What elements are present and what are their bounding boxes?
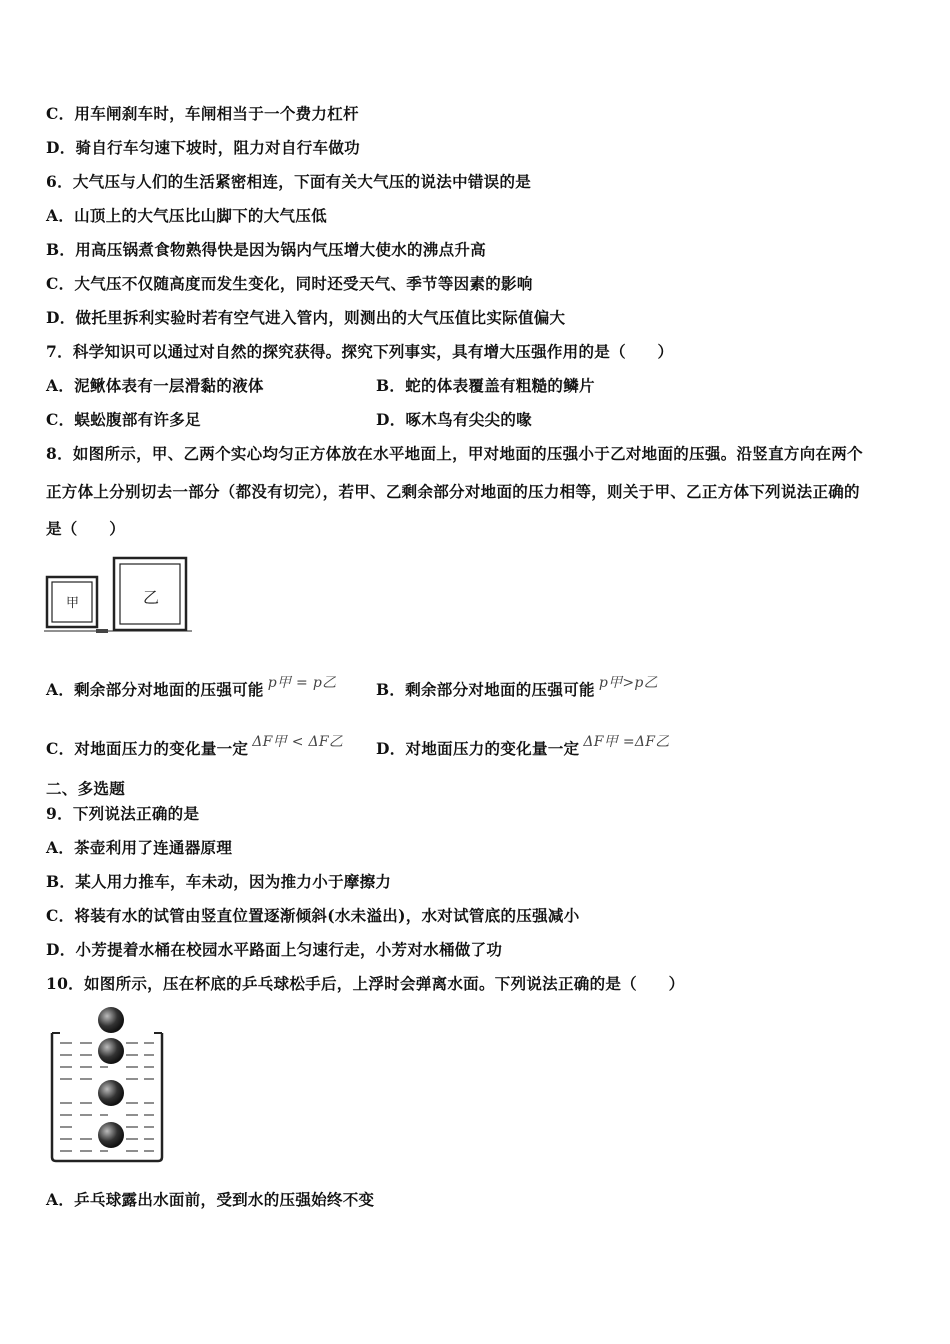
q8-option-c-text: C．对地面压力的变化量一定 bbox=[46, 739, 249, 758]
ping-pong-ball-bottom bbox=[98, 1122, 124, 1148]
q6-option-b: B．用高压锅煮食物熟得快是因为锅内气压增大使水的沸点升高 bbox=[46, 240, 487, 259]
question-8-line-2: 正方体上分别切去一部分（都没有切完），若甲、乙剩余部分对地面的压力相等，则关于甲、乙正方体下列说法正确的 bbox=[46, 482, 860, 501]
cube-yi-label: 乙 bbox=[143, 588, 160, 607]
q8-option-c bbox=[46, 731, 343, 759]
q8-option-b bbox=[376, 672, 658, 700]
question-9: 9．下列说法正确的是 bbox=[46, 804, 200, 823]
q8-option-a-formula: p甲 = p乙 bbox=[267, 675, 337, 691]
q9-option-d: D．小芳提着水桶在校园水平路面上匀速行走，小芳对水桶做了功 bbox=[46, 940, 503, 959]
q6-option-c: C．大气压不仅随高度而发生变化，同时还受天气、季节等因素的影响 bbox=[46, 274, 533, 293]
q7-option-b: B．蛇的体表覆盖有粗糙的鳞片 bbox=[376, 376, 595, 395]
figure-10-beaker bbox=[48, 1005, 168, 1167]
figure-8-cubes bbox=[44, 555, 194, 637]
q10-option-a: A．乒乓球露出水面前，受到水的压强始终不变 bbox=[46, 1190, 375, 1209]
q9-option-b: B．某人用力推车，车未动，因为推力小于摩擦力 bbox=[46, 872, 392, 891]
q9-option-c: C．将装有水的试管由竖直位置逐渐倾斜(水未溢出)，水对试管底的压强减小 bbox=[46, 906, 580, 925]
q7-option-a: A．泥鳅体表有一层滑黏的液体 bbox=[46, 376, 264, 395]
section-2-heading: 二、多选题 bbox=[46, 779, 126, 798]
question-6: 6．大气压与人们的生活紧密相连，下面有关大气压的说法中错误的是 bbox=[46, 172, 532, 191]
q8-option-b-text: B．剩余部分对地面的压强可能 bbox=[376, 680, 595, 699]
q8-option-b-formula: p甲>p乙 bbox=[598, 675, 658, 691]
question-7: 7．科学知识可以通过对自然的探究获得。探究下列事实，具有增大压强作用的是（ ） bbox=[46, 342, 674, 361]
q8-option-a bbox=[46, 672, 336, 700]
question-10: 10．如图所示，压在杯底的乒乓球松手后，上浮时会弹离水面。下列说法正确的是（ ） bbox=[46, 974, 685, 993]
q5-option-c: C．用车闸刹车时，车闸相当于一个费力杠杆 bbox=[46, 104, 359, 123]
q8-option-d-text: D．对地面压力的变化量一定 bbox=[376, 739, 580, 758]
q9-option-a: A．茶壶利用了连通器原理 bbox=[46, 838, 233, 857]
q8-option-a-text: A．剩余部分对地面的压强可能 bbox=[46, 680, 264, 699]
question-8-line-1: 8．如图所示，甲、乙两个实心均匀正方体放在水平地面上，甲对地面的压强小于乙对地面的压强。沿竖直方向在两个 bbox=[46, 444, 863, 463]
q7-option-c: C．蜈蚣腹部有许多足 bbox=[46, 410, 201, 429]
q8-option-d-formula: ΔF甲 =ΔF乙 bbox=[583, 734, 670, 750]
q8-option-c-formula: ΔF甲 < ΔF乙 bbox=[252, 734, 344, 750]
ping-pong-ball-surface bbox=[98, 1038, 124, 1064]
q6-option-a: A．山顶上的大气压比山脚下的大气压低 bbox=[46, 206, 327, 225]
q7-option-d: D．啄木鸟有尖尖的喙 bbox=[376, 410, 532, 429]
ping-pong-ball-top bbox=[98, 1007, 124, 1033]
question-8-line-3: 是（ ） bbox=[46, 519, 126, 538]
q6-option-d: D．做托里拆利实验时若有空气进入管内，则测出的大气压值比实际值偏大 bbox=[46, 308, 566, 327]
q8-option-d bbox=[376, 731, 670, 759]
ping-pong-ball-middle bbox=[98, 1080, 124, 1106]
q5-option-d: D．骑自行车匀速下坡时，阻力对自行车做功 bbox=[46, 138, 360, 157]
cube-jia-label: 甲 bbox=[66, 596, 80, 611]
